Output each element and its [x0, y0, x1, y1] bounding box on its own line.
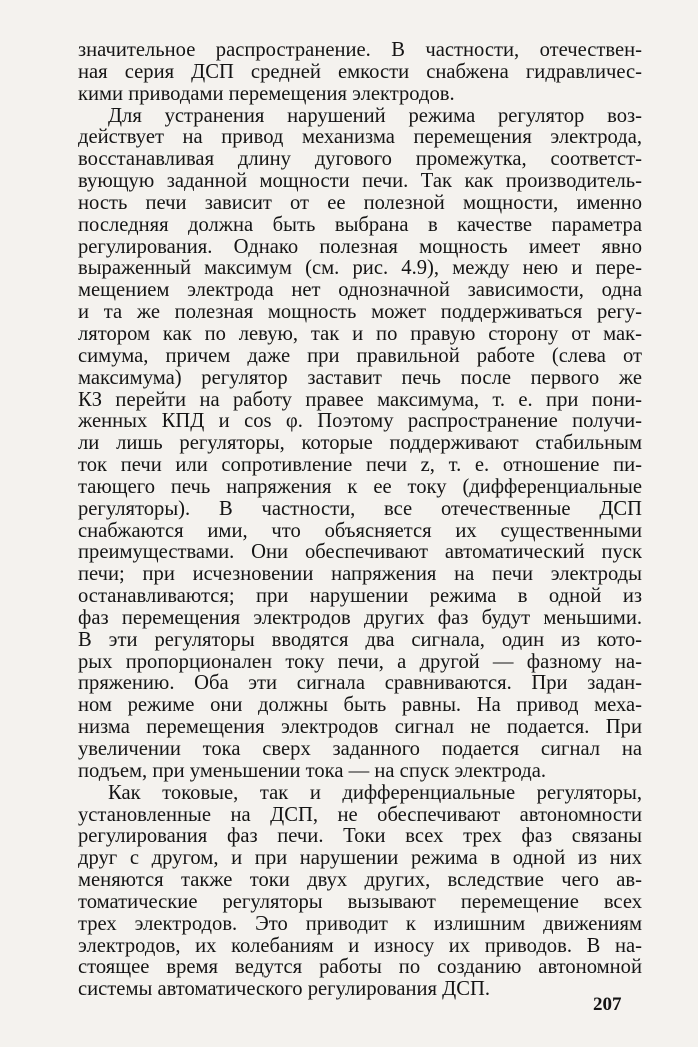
text-line: снабжаются ими, что объясняется их существенными — [78, 520, 642, 542]
text-line: трех электродов. Это приводит к излишним движениям — [78, 913, 642, 935]
text-line: пряжению. Оба эти сигнала сравниваются. При задан- — [78, 673, 642, 695]
paragraph — [78, 40, 642, 106]
text-line: электродов, их колебаниям и износу их приводов. В на- — [78, 935, 642, 957]
text-line: увеличении тока сверх заданного подается сигнал на — [78, 739, 642, 760]
text-line: томатические регуляторы вызывают перемещение всех — [78, 891, 642, 913]
text-line: ность печи зависит от ее полезной мощности, именно — [78, 192, 642, 214]
text-line: В эти регуляторы вводятся два сигнала, один из кото- — [78, 629, 642, 651]
text-line: восстанавливая длину дугового промежутка, соответст- — [78, 149, 642, 171]
paragraph — [78, 783, 642, 1001]
text-line: ли лишь регуляторы, которые поддерживают стабильным — [78, 433, 642, 455]
text-line: меняются также токи двух других, вследствие чего ав- — [78, 870, 642, 892]
text-line: системы автоматического регулирования ДСП. — [78, 979, 490, 1001]
text-line: выраженный максимум (см. рис. 4.9), между нею и пере- — [78, 258, 642, 280]
text-line: кими приводами перемещения электродов. — [78, 83, 455, 105]
text-line: преимуществами. Они обеспечивают автоматический пуск — [78, 542, 642, 564]
text-line: последняя должна быть выбрана в качестве параметра — [78, 214, 642, 236]
text-line: действует на привод механизма перемещения электрода, — [78, 127, 642, 149]
text-line: лятором как по левую, так и по правую сторону от мак- — [78, 323, 642, 345]
page-number: 207 — [593, 994, 622, 1015]
text-line: стоящее время ведутся работы по созданию автономной — [78, 957, 642, 979]
text-line: установленные на ДСП, не обеспечивают автономности — [78, 804, 642, 826]
text-line: максимума) регулятор заставит печь после первого же — [78, 367, 642, 389]
text-line: регуляторы). В частности, все отечественные ДСП — [78, 498, 642, 520]
text-line: Как токовые, так и дифференциальные регуляторы, — [108, 782, 642, 804]
text-line: останавливаются; при нарушении режима в одной из — [78, 586, 642, 608]
text-line: ная серия ДСП средней емкости снабжена гидравличес- — [78, 61, 642, 83]
text-line: ном режиме они должны быть равны. На привод меха- — [78, 695, 642, 717]
text-line: симума, причем даже при правильной работе (слева от — [78, 345, 642, 367]
text-line: низма перемещения электродов сигнал не подается. При — [78, 717, 642, 739]
text-line: КЗ перейти на работу правее максимума, т. е. при пони- — [78, 389, 642, 411]
text-line: вующую заданной мощности печи. Так как производитель- — [78, 171, 642, 193]
text-line: печи; при исчезновении напряжения на печи электроды — [78, 564, 642, 586]
text-line: мещением электрода нет однозначной зависимости, одна — [78, 280, 642, 302]
text-line: подъем, при уменьшении тока — на спуск электрода. — [78, 760, 547, 782]
page-body-text — [78, 40, 642, 1001]
paragraph — [78, 106, 642, 783]
text-line: и та же полезная мощность может поддерживаться регу- — [78, 302, 642, 324]
text-line: регулирования. Однако полезная мощность имеет явно — [78, 236, 642, 258]
text-line: регулирования фаз печи. Токи всех трех фаз связаны — [78, 826, 642, 848]
text-line: тающего печь напряжения к ее току (дифференциальные — [78, 476, 642, 498]
text-line: женных КПД и cos φ. Поэтому распространение получи- — [78, 411, 642, 433]
text-line: Для устранения нарушений режима регулятор воз- — [108, 105, 642, 127]
text-line: ток печи или сопротивление печи z, т. е. отношение пи- — [78, 455, 642, 477]
text-line: фаз перемещения электродов других фаз будут меньшими. — [78, 607, 642, 629]
text-line: друг с другом, и при нарушении режима в одной из них — [78, 848, 642, 870]
text-line: значительное распространение. В частности, отечествен- — [78, 40, 642, 61]
text-line: рых пропорционален току печи, а другой — фазному на- — [78, 651, 642, 673]
